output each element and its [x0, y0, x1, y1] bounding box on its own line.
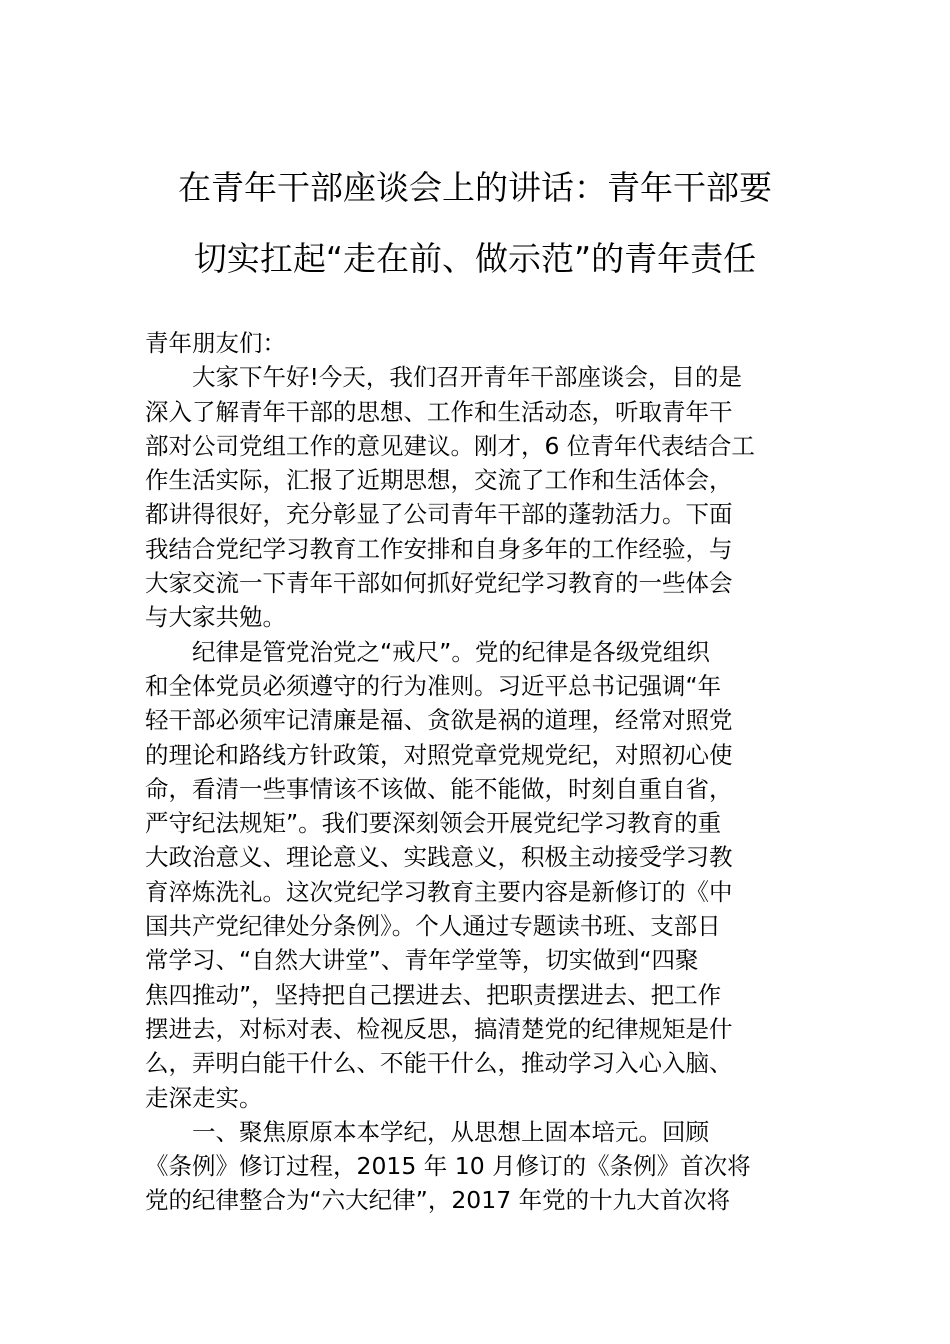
paragraph-line: 部对公司党组工作的意见建议。刚才，6 位青年代表结合工: [145, 431, 755, 460]
document-title-line-1: 在青年干部座谈会上的讲话：青年干部要: [178, 168, 772, 207]
paragraph-line: 焦四推动”，坚持把自己摆进去、把职责摆进去、把工作: [145, 980, 722, 1009]
paragraph-line: 与大家共勉。: [145, 603, 286, 632]
salutation: 青年朋友们：: [145, 329, 286, 357]
paragraph-line: 《条例》修订过程，2015 年 10 月修订的《条例》首次将: [145, 1152, 751, 1181]
paragraph-line: 和全体党员必须遵守的行为准则。习近平总书记强调“年: [145, 671, 722, 700]
paragraph-line: 命，看清一些事情该不该做、能不能做，时刻自重自省，: [145, 774, 733, 803]
paragraph-line: 轻干部必须牢记清廉是福、贪欲是祸的道理，经常对照党: [145, 706, 733, 735]
paragraph-3: [145, 1115, 815, 1218]
paragraph-line: 走深走实。: [145, 1083, 263, 1112]
paragraph-1: [145, 360, 815, 634]
paragraph-line: 纪律是管党治党之“戒尺”。党的纪律是各级党组织: [192, 637, 710, 666]
paragraph-line: 都讲得很好，充分彰显了公司青年干部的蓬勃活力。下面: [145, 500, 733, 529]
paragraph-line: 常学习、“自然大讲堂”、青年学堂等，切实做到“四聚: [145, 946, 699, 975]
paragraph-line: 的理论和路线方针政策，对照党章党规党纪，对照初心使: [145, 740, 733, 769]
paragraph-line: 大政治意义、理论意义、实践意义，积极主动接受学习教: [145, 843, 733, 872]
paragraph-line: 国共产党纪律处分条例》。个人通过专题读书班、支部日: [145, 912, 721, 941]
paragraph-line: 严守纪法规矩”。我们要深刻领会开展党纪学习教育的重: [145, 809, 722, 838]
paragraph-2: [145, 635, 815, 1115]
paragraph-line: 大家下午好!今天，我们召开青年干部座谈会，目的是: [192, 363, 742, 392]
paragraph-line: 一、聚焦原原本本学纪，从思想上固本培元。回顾: [192, 1117, 709, 1146]
document-title-line-2: 切实扛起“走在前、做示范”的青年责任: [193, 239, 757, 278]
paragraph-line: 党的纪律整合为“六大纪律”，2017 年党的十九大首次将: [145, 1186, 731, 1215]
document-body: [145, 326, 815, 1218]
paragraph-line: 育淬炼洗礼。这次党纪学习教育主要内容是新修订的《中: [145, 877, 733, 906]
paragraph-line: 深入了解青年干部的思想、工作和生活动态，听取青年干: [145, 397, 733, 426]
paragraph-line: 摆进去，对标对表、检视反思，搞清楚党的纪律规矩是什: [145, 1014, 733, 1043]
paragraph-line: 我结合党纪学习教育工作安排和自身多年的工作经验，与: [145, 534, 733, 563]
paragraph-line: 作生活实际，汇报了近期思想，交流了工作和生活体会，: [145, 466, 733, 495]
paragraph-line: 么，弄明白能干什么、不能干什么，推动学习入心入脑、: [145, 1049, 733, 1078]
paragraph-line: 大家交流一下青年干部如何抓好党纪学习教育的一些体会: [145, 569, 733, 598]
